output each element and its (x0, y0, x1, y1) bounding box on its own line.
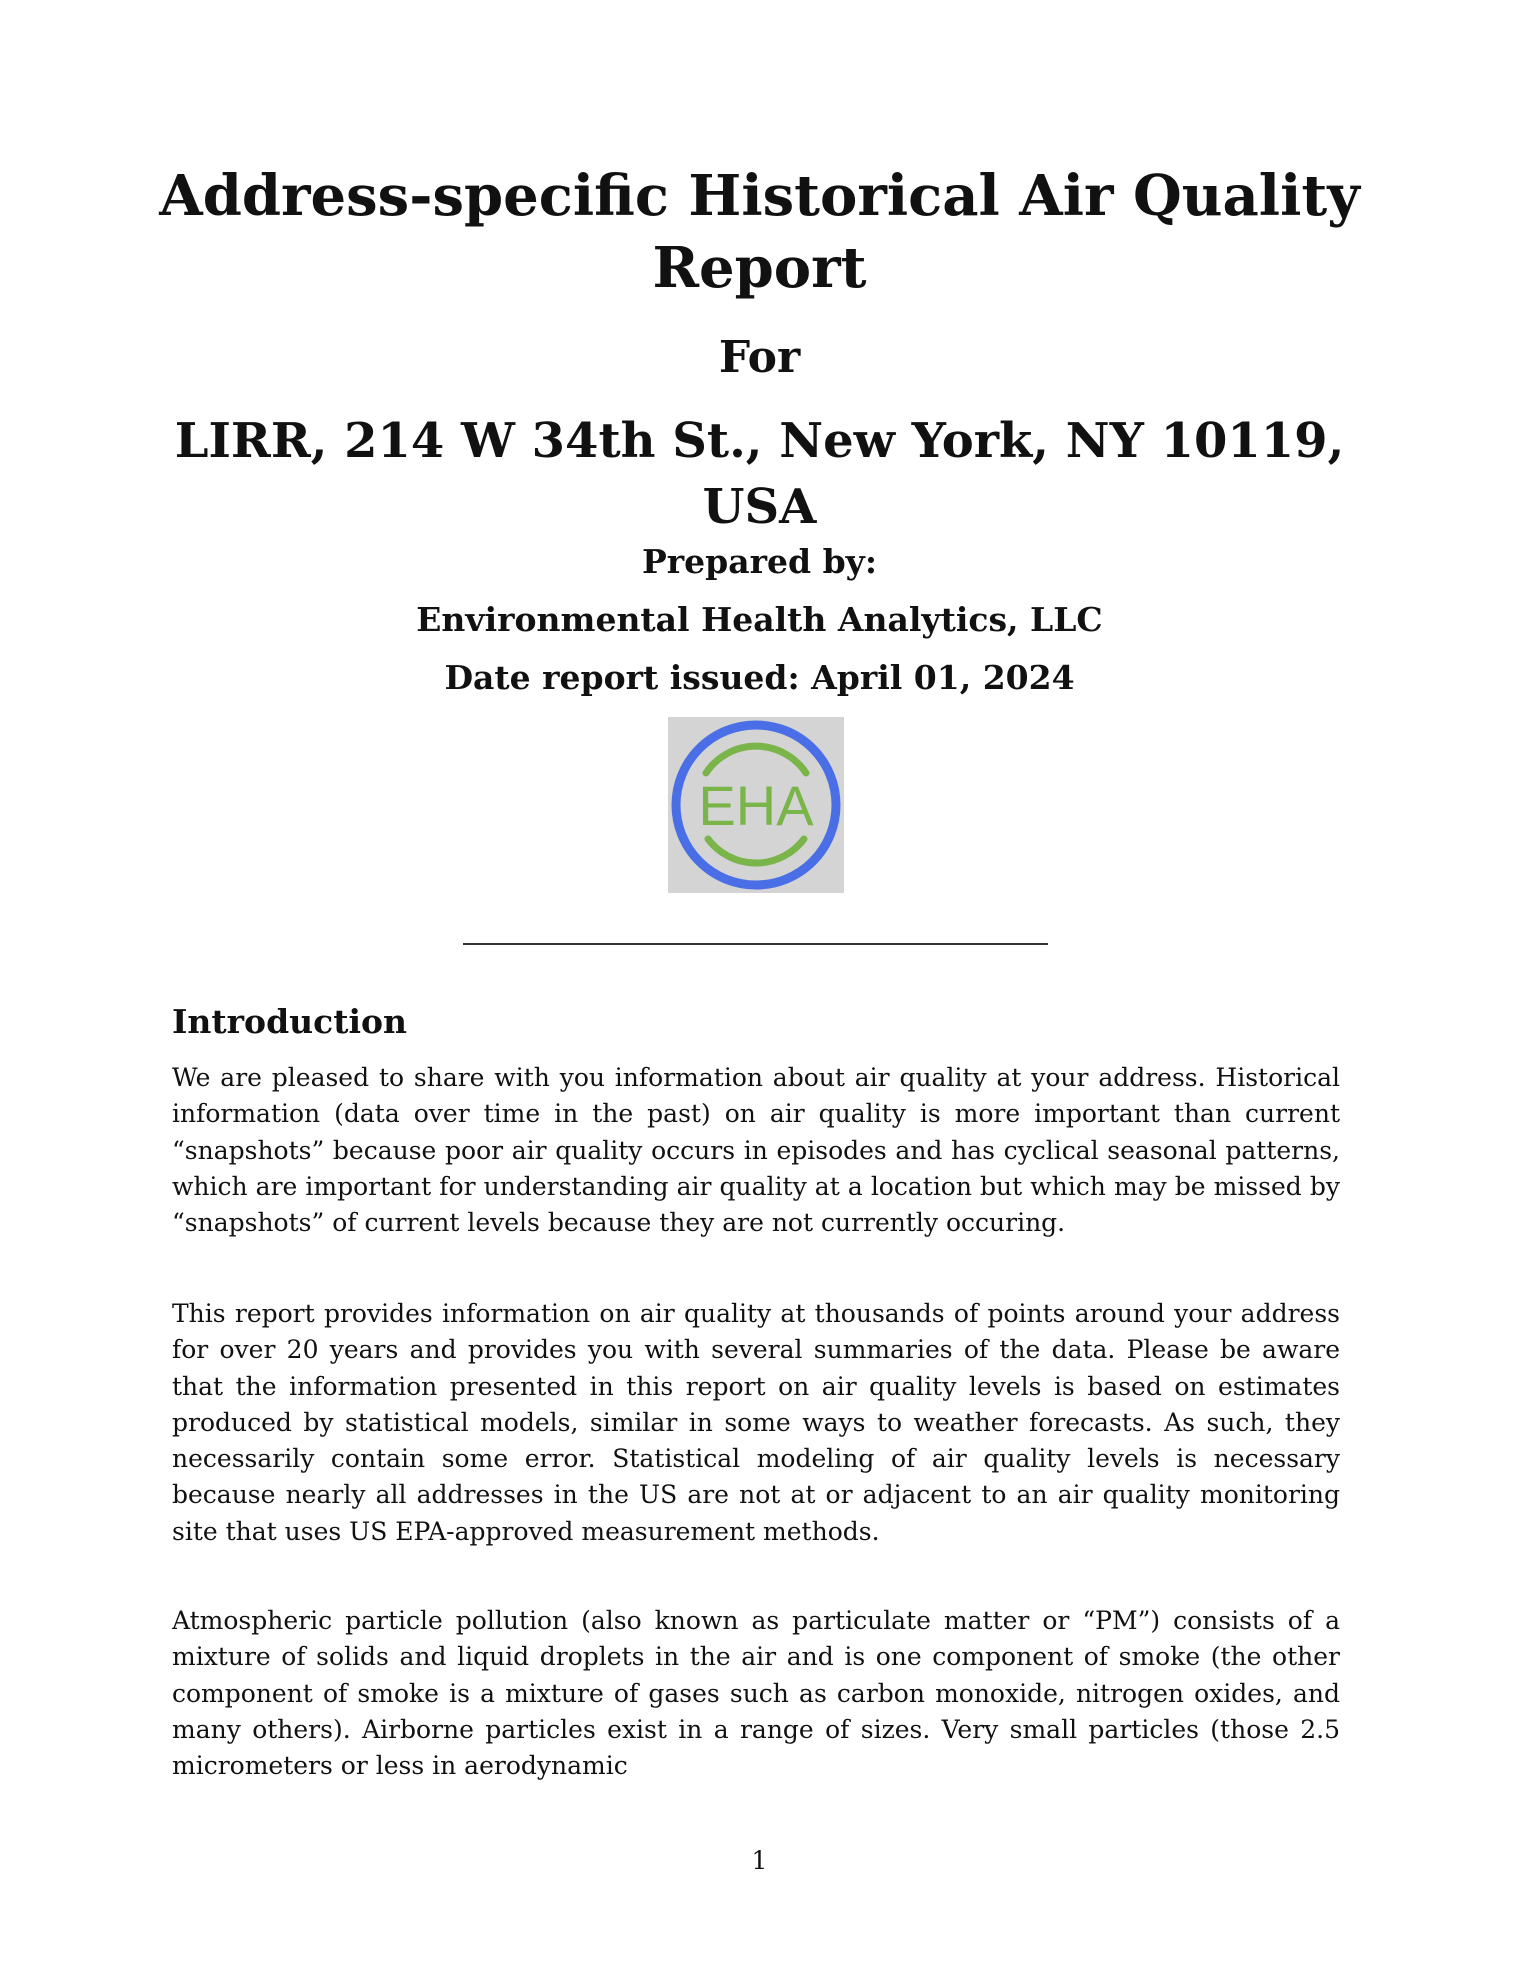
date-issued: Date report issued: April 01, 2024 (444, 658, 1075, 697)
logo-text: EHA (698, 774, 814, 837)
eha-logo (668, 717, 844, 893)
for-label: For (718, 332, 801, 383)
eha-logo-icon (668, 717, 844, 893)
header-divider (463, 943, 1048, 945)
organization-name: Environmental Health Analytics, LLC (416, 600, 1103, 639)
report-title: Address-specific Historical Air Quality Report (159, 163, 1360, 301)
introduction-paragraph-2: This report provides information on air quality at thousands of points around your address for over 20 years and provides you with several summaries of the data. Please be aware that the information presented in this report on air quality levels is based on estimates produced by statistical models, similar in some ways to weather forecasts. As such, they necessarily contain some error. Statistical modeling of air quality levels is necessary because nearly all addresses in the US are not at or adjacent to an air quality monitoring site that uses US EPA-approved measurement methods. (172, 1299, 1340, 1546)
introduction-paragraph-3: Atmospheric particle pollution (also known as particulate matter or “PM”) consists of a mixture of solids and liquid droplets in the air and is one component of smoke (the other component of smoke is a mixture of gases such as carbon monoxide, nitrogen oxides, and many others). Airborne particles exist in a range of sizes. Very small particles (those 2.5 micrometers or less in aerodynamic (172, 1606, 1340, 1781)
report-address: LIRR, 214 W 34th St., New York, NY 10119, USA (174, 413, 1345, 535)
page-number: 1 (751, 1846, 768, 1875)
prepared-by-label: Prepared by: (641, 542, 878, 581)
introduction-paragraph-1: We are pleased to share with you information about air quality at your address. Historical information (data over time in the past) on air quality is more important than current “snapshots” because poor air quality occurs in episodes and has cyclical seasonal patterns, which are important for understanding air quality at a location but which may be missed by “snapshots” of current levels because they are not currently occuring. (172, 1063, 1340, 1238)
introduction-heading: Introduction (172, 1002, 408, 1041)
logo-inner-arc-bottom (708, 839, 804, 863)
logo-inner-arc-top (706, 746, 806, 773)
